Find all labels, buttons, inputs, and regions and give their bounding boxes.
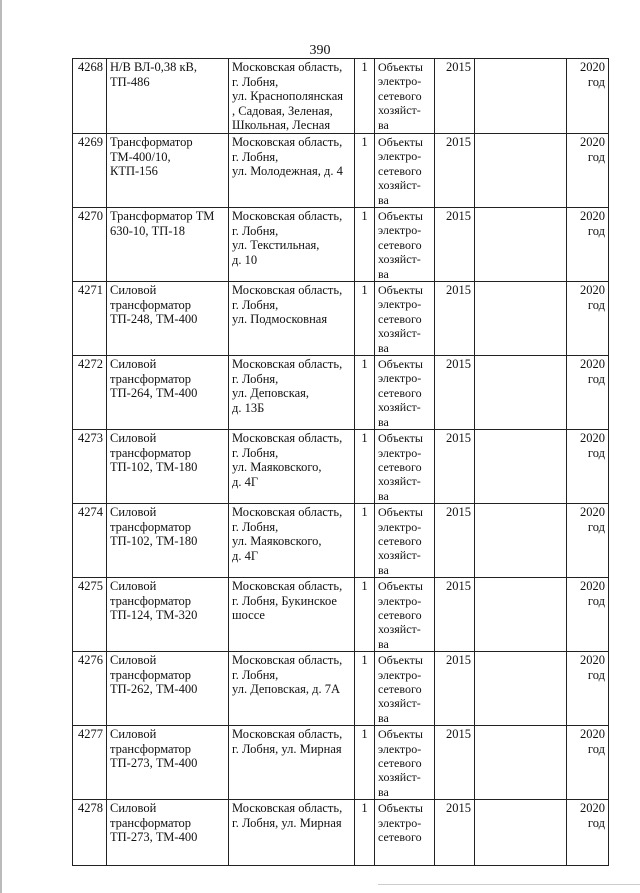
object-type-cell: Объекты электро- сетевого хозяйст- ва <box>375 356 435 430</box>
object-type-cell: Объекты электро- сетевого хозяйст- ва <box>375 59 435 134</box>
row-number-cell: 4278 <box>73 800 107 866</box>
object-type-cell: Объекты электро- сетевого хозяйст- ва <box>375 504 435 578</box>
term-cell: 2020 год <box>567 504 609 578</box>
year-cell: 2015 <box>435 59 475 134</box>
row-number-cell: 4269 <box>73 133 107 207</box>
scan-left-edge <box>0 0 2 893</box>
object-type-cell: Объекты электро- сетевого хозяйст- ва <box>375 726 435 800</box>
address-cell: Московская область, г. Лобня, ул. Мирная <box>229 726 355 800</box>
quantity-cell: 1 <box>355 356 375 430</box>
table-row <box>73 208 609 282</box>
address-cell: Московская область, г. Лобня, ул. Текстильная, д. 10 <box>229 208 355 282</box>
object-type-cell: Объекты электро- сетевого хозяйст- ва <box>375 430 435 504</box>
table-row <box>73 800 609 866</box>
row-number-cell: 4275 <box>73 578 107 652</box>
address-cell: Московская область, г. Лобня, ул. Подмосковная <box>229 282 355 356</box>
object-name-cell: Силовой трансформатор ТП-102, ТМ-180 <box>107 504 229 578</box>
object-name-cell: Силовой трансформатор ТП-264, ТМ-400 <box>107 356 229 430</box>
scan-bottom-edge <box>378 884 640 885</box>
object-name-cell: Силовой трансформатор ТП-124, ТМ-320 <box>107 578 229 652</box>
address-cell: Московская область, г. Лобня, Букинское шоссе <box>229 578 355 652</box>
object-type-cell: Объекты электро- сетевого хозяйст- ва <box>375 282 435 356</box>
address-cell: Московская область, г. Лобня, ул. Молодежная, д. 4 <box>229 133 355 207</box>
object-name-cell: Силовой трансформатор ТП-273, ТМ-400 <box>107 800 229 866</box>
address-cell: Московская область, г. Лобня, ул. Деповская, д. 7А <box>229 652 355 726</box>
term-cell: 2020 год <box>567 578 609 652</box>
blank-cell <box>475 504 567 578</box>
year-cell: 2015 <box>435 652 475 726</box>
year-cell: 2015 <box>435 726 475 800</box>
term-cell: 2020 год <box>567 726 609 800</box>
quantity-cell: 1 <box>355 800 375 866</box>
term-cell: 2020 год <box>567 282 609 356</box>
blank-cell <box>475 282 567 356</box>
blank-cell <box>475 430 567 504</box>
quantity-cell: 1 <box>355 133 375 207</box>
term-cell: 2020 год <box>567 800 609 866</box>
row-number-cell: 4274 <box>73 504 107 578</box>
registry-table <box>72 58 609 866</box>
blank-cell <box>475 59 567 134</box>
object-type-cell: Объекты электро- сетевого хозяйст- ва <box>375 578 435 652</box>
table-row <box>73 59 609 134</box>
term-cell: 2020 год <box>567 652 609 726</box>
blank-cell <box>475 356 567 430</box>
row-number-cell: 4272 <box>73 356 107 430</box>
row-number-cell: 4268 <box>73 59 107 134</box>
year-cell: 2015 <box>435 282 475 356</box>
address-cell: Московская область, г. Лобня, ул. Маяковского, д. 4Г <box>229 504 355 578</box>
table-row <box>73 578 609 652</box>
page-number: 390 <box>309 43 331 58</box>
year-cell: 2015 <box>435 430 475 504</box>
quantity-cell: 1 <box>355 504 375 578</box>
table-row <box>73 430 609 504</box>
quantity-cell: 1 <box>355 282 375 356</box>
blank-cell <box>475 652 567 726</box>
row-number-cell: 4270 <box>73 208 107 282</box>
blank-cell <box>475 208 567 282</box>
object-type-cell: Объекты электро- сетевого хозяйст- ва <box>375 652 435 726</box>
quantity-cell: 1 <box>355 578 375 652</box>
row-number-cell: 4277 <box>73 726 107 800</box>
year-cell: 2015 <box>435 504 475 578</box>
quantity-cell: 1 <box>355 652 375 726</box>
address-cell: Московская область, г. Лобня, ул. Мирная <box>229 800 355 866</box>
table-row <box>73 133 609 207</box>
table-row <box>73 356 609 430</box>
object-name-cell: Силовой трансформатор ТП-102, ТМ-180 <box>107 430 229 504</box>
quantity-cell: 1 <box>355 430 375 504</box>
object-name-cell: Силовой трансформатор ТП-273, ТМ-400 <box>107 726 229 800</box>
blank-cell <box>475 578 567 652</box>
object-type-cell: Объекты электро- сетевого хозяйст- ва <box>375 208 435 282</box>
registry-table-body <box>73 59 609 866</box>
term-cell: 2020 год <box>567 208 609 282</box>
year-cell: 2015 <box>435 356 475 430</box>
table-row <box>73 282 609 356</box>
table-row <box>73 726 609 800</box>
quantity-cell: 1 <box>355 208 375 282</box>
year-cell: 2015 <box>435 133 475 207</box>
table-row <box>73 652 609 726</box>
year-cell: 2015 <box>435 800 475 866</box>
blank-cell <box>475 726 567 800</box>
object-name-cell: Трансформатор ТМ-400/10, КТП-156 <box>107 133 229 207</box>
address-cell: Московская область, г. Лобня, ул. Деповская, д. 13Б <box>229 356 355 430</box>
quantity-cell: 1 <box>355 59 375 134</box>
row-number-cell: 4273 <box>73 430 107 504</box>
object-type-cell: Объекты электро- сетевого <box>375 800 435 866</box>
year-cell: 2015 <box>435 578 475 652</box>
row-number-cell: 4271 <box>73 282 107 356</box>
address-cell: Московская область, г. Лобня, ул. Маяковского, д. 4Г <box>229 430 355 504</box>
object-type-cell: Объекты электро- сетевого хозяйст- ва <box>375 133 435 207</box>
row-number-cell: 4276 <box>73 652 107 726</box>
address-cell: Московская область, г. Лобня, ул. Краснополянская , Садовая, Зеленая, Школьная, Лесная <box>229 59 355 134</box>
year-cell: 2015 <box>435 208 475 282</box>
blank-cell <box>475 133 567 207</box>
quantity-cell: 1 <box>355 726 375 800</box>
term-cell: 2020 год <box>567 430 609 504</box>
object-name-cell: Силовой трансформатор ТП-248, ТМ-400 <box>107 282 229 356</box>
term-cell: 2020 год <box>567 356 609 430</box>
object-name-cell: Трансформатор ТМ 630-10, ТП-18 <box>107 208 229 282</box>
object-name-cell: Силовой трансформатор ТП-262, ТМ-400 <box>107 652 229 726</box>
blank-cell <box>475 800 567 866</box>
term-cell: 2020 год <box>567 133 609 207</box>
term-cell: 2020 год <box>567 59 609 134</box>
table-row <box>73 504 609 578</box>
object-name-cell: Н/В ВЛ-0,38 кВ, ТП-486 <box>107 59 229 134</box>
